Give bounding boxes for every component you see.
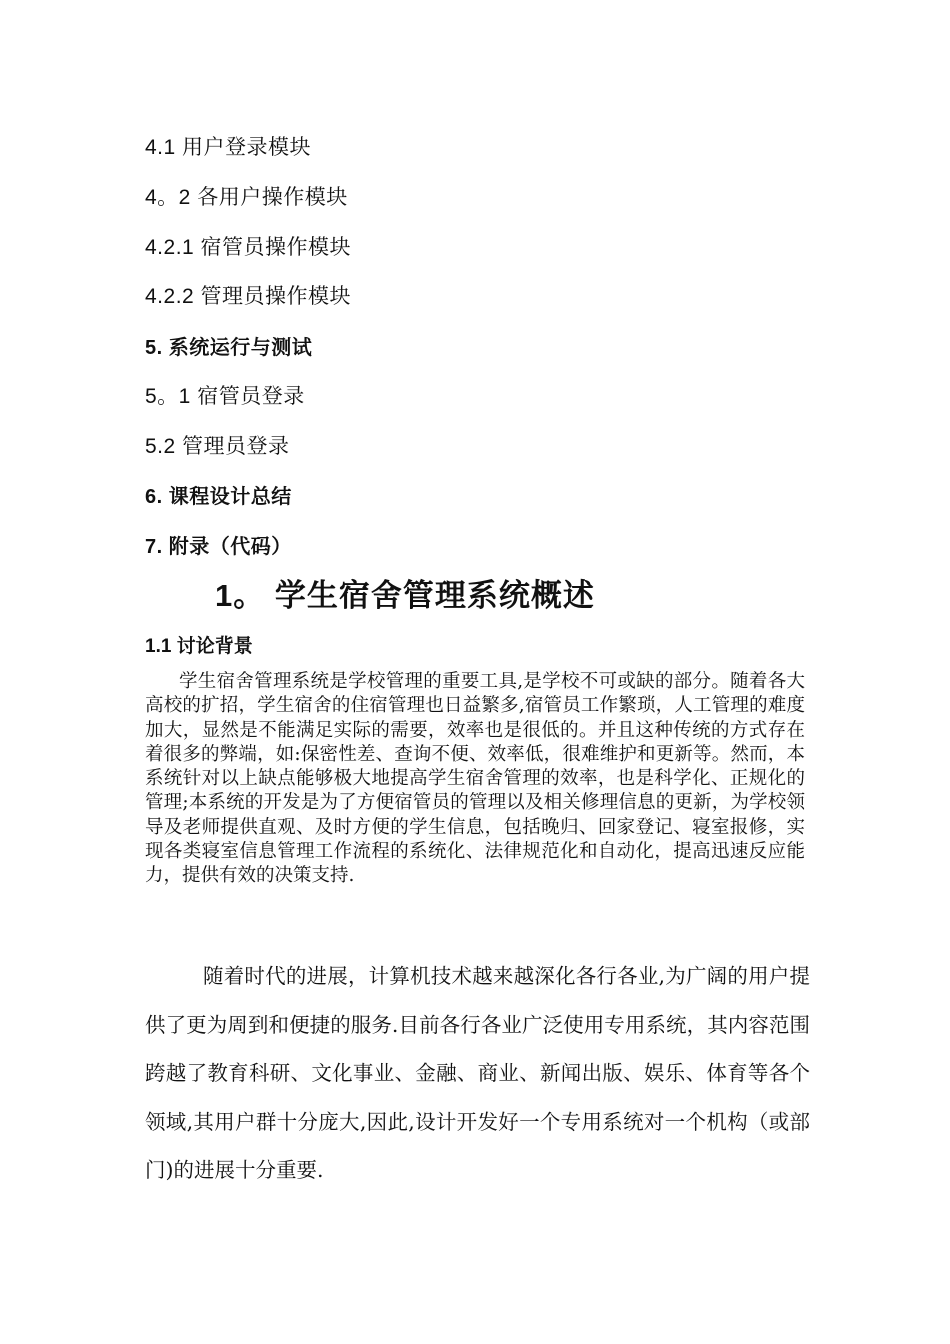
toc-item-5: 5. 系统运行与测试 <box>145 337 313 359</box>
toc-item-5-2: 5.2 管理员登录 <box>145 435 290 458</box>
toc-item-4-2: 4。2 各用户操作模块 <box>145 186 348 209</box>
toc-item-7: 7. 附录（代码） <box>145 536 292 558</box>
section-subtitle: 1.1 讨论背景 <box>145 636 253 657</box>
toc-item-4-1: 4.1 用户登录模块 <box>145 136 312 159</box>
section-title: 1。 学生宿舍管理系统概述 <box>215 578 595 613</box>
toc-item-4-2-1: 4.2.1 宿管员操作模块 <box>145 236 352 259</box>
toc-item-5-1: 5。1 宿管员登录 <box>145 385 305 408</box>
body-paragraph-1: 学生宿舍管理系统是学校管理的重要工具,是学校不可或缺的部分。随着各大高校的扩招，学生宿舍的住宿管理也日益繁多,宿管员工作繁琐，人工管理的难度加大，显然是不能满足实际的需要，效率也是很低的。并且这种传统的方式存在着很多的弊端，如:保密性差、查询不便、效率低，很难维护和更新等。然而，本系统针对以上缺点能够极大地提高学生宿舍管理的效率，也是科学化、正规化的管理;本系统的开发是为了方便宿管员的管理以及相关修理信息的更新，为学校领导及老师提供直观、及时方便的学生信息，包括晚归、回家登记、寝室报修，实现各类寝室信息管理工作流程的系统化、法律规范化和自动化，提高迅速反应能力，提供有效的决策支持. <box>145 671 805 887</box>
body-paragraph-2: 随着时代的进展，计算机技术越来越深化各行各业,为广阔的用户提供了更为周到和便捷的服务.目前各行各业广泛使用专用系统，其内容范围跨越了教育科研、文化事业、金融、商业、新闻出版、娱乐、体育等各个领域,其用户群十分庞大,因此,设计开发好一个专用系统对一个机构（或部门)的进展十分重要. <box>145 964 810 1182</box>
toc-item-4-2-2: 4.2.2 管理员操作模块 <box>145 285 352 308</box>
toc-item-6: 6. 课程设计总结 <box>145 486 292 508</box>
